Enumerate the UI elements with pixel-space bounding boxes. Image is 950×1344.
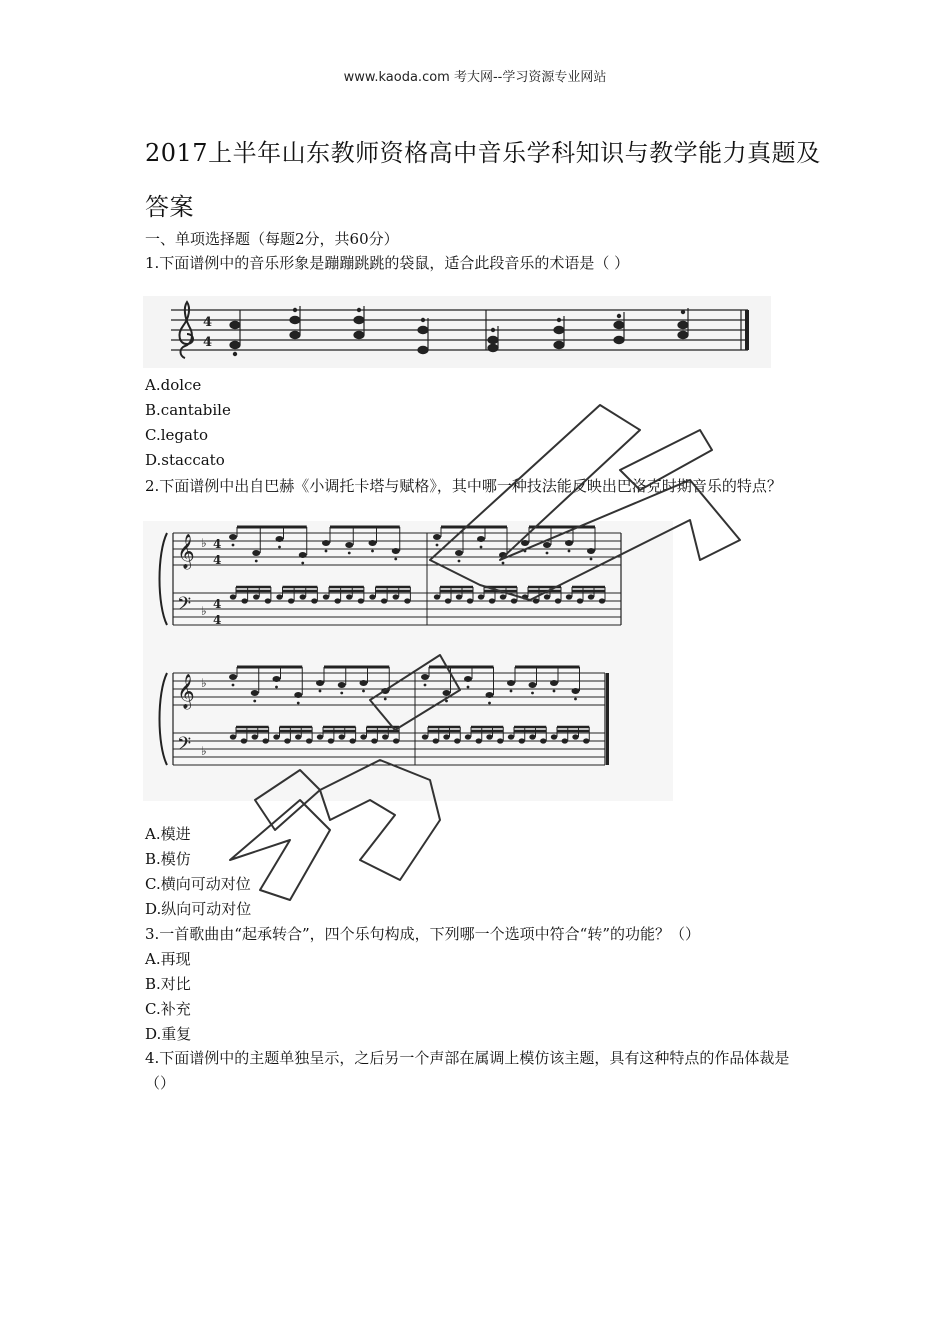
question-1-option-b: B.cantabile	[145, 401, 231, 419]
notehead	[316, 680, 324, 686]
document-title: 2017上半年山东教师资格高中音乐学科知识与教学能力真题及答案	[145, 139, 821, 221]
notehead	[229, 534, 237, 540]
brace-icon	[160, 673, 168, 765]
notehead	[433, 534, 441, 540]
notehead	[550, 680, 558, 686]
notehead	[230, 594, 236, 599]
notehead	[433, 738, 439, 743]
staccato-dot	[458, 560, 461, 563]
notehead	[360, 734, 366, 739]
staccato-dot	[531, 692, 534, 695]
notehead	[486, 734, 492, 739]
question-1-option-d: D.staccato	[145, 451, 225, 469]
staccato-dot	[384, 698, 387, 701]
staccato-dot	[394, 558, 397, 561]
question-1-stem: 1.下面谱例中的音乐形象是蹦蹦跳跳的袋鼠，适合此段音乐的术语是（ ）	[145, 254, 630, 272]
staccato-dot	[424, 684, 427, 687]
notehead	[284, 738, 290, 743]
notehead	[572, 688, 580, 694]
staccato-dot	[502, 562, 505, 565]
flat-icon: ♭	[201, 676, 207, 690]
treble-clef-icon: 𝄞	[177, 674, 195, 709]
notehead	[455, 550, 463, 556]
question-3-option-c: C.补充	[145, 1000, 191, 1018]
staccato-dot	[253, 700, 256, 703]
staccato-dot	[568, 550, 571, 553]
score-excerpt-1	[143, 296, 771, 368]
notehead	[454, 738, 460, 743]
question-3-option-d: D.重复	[145, 1025, 192, 1043]
notehead	[393, 594, 399, 599]
notehead	[276, 594, 282, 599]
notehead	[464, 676, 472, 682]
question-1-option-c: C.legato	[145, 426, 208, 444]
notehead	[253, 594, 259, 599]
notehead	[577, 598, 583, 603]
notehead	[273, 676, 281, 682]
notehead	[345, 542, 353, 548]
notehead	[499, 552, 507, 558]
notehead	[369, 540, 377, 546]
notehead	[265, 598, 271, 603]
notehead	[323, 594, 329, 599]
section-heading: 一、单项选择题（每题2分，共60分）	[145, 230, 399, 248]
notehead	[382, 734, 388, 739]
notehead	[262, 738, 268, 743]
question-3-stem: 3.一首歌曲由“起承转合”，四个乐句构成，下列哪一个选项中符合“转”的功能？（）	[145, 925, 700, 943]
notehead	[544, 594, 550, 599]
page-header: www.kaoda.com 考大网--学习资源专业网站	[343, 70, 607, 85]
treble-clef-icon: 𝄞	[177, 534, 195, 569]
score-excerpt-2	[143, 521, 673, 801]
notehead	[477, 536, 485, 542]
staccato-dot	[325, 550, 328, 553]
notehead	[230, 734, 236, 739]
notehead	[588, 594, 594, 599]
staccato-dot	[574, 698, 577, 701]
question-2-option-d: D.纵向可动对位	[145, 900, 252, 918]
notehead	[422, 734, 428, 739]
flat-icon: ♭	[201, 604, 207, 618]
staccato-dot	[436, 544, 439, 547]
notehead	[543, 542, 551, 548]
notehead	[456, 594, 462, 599]
notehead	[533, 598, 539, 603]
question-2-option-a: A.模进	[145, 825, 191, 843]
staccato-dot	[232, 684, 235, 687]
question-4-stem: 4.下面谱例中的主题单独呈示，之后另一个声部在属调上模仿该主题，具有这种特点的作品体裁是（）	[145, 1049, 790, 1092]
notehead	[551, 734, 557, 739]
notehead	[478, 594, 484, 599]
notehead	[599, 598, 605, 603]
notehead	[369, 594, 375, 599]
notehead	[583, 738, 589, 743]
notehead	[507, 680, 515, 686]
notehead	[328, 738, 334, 743]
notehead	[229, 674, 237, 680]
notehead	[465, 734, 471, 739]
bass-clef-icon: 𝄢	[177, 594, 192, 619]
time-signature-bottom: 4	[213, 613, 222, 627]
time-signature-top: 4	[203, 315, 213, 330]
notehead	[295, 734, 301, 739]
notehead	[358, 598, 364, 603]
staccato-dot	[590, 558, 593, 561]
notehead	[349, 738, 355, 743]
notehead	[521, 540, 529, 546]
notehead	[529, 682, 537, 688]
notehead	[322, 540, 330, 546]
notehead	[299, 552, 307, 558]
notehead	[288, 598, 294, 603]
question-3-option-b: B.对比	[145, 975, 191, 993]
notehead	[497, 738, 503, 743]
time-signature-top: 4	[213, 537, 222, 551]
notehead	[252, 734, 258, 739]
staccato-dot	[467, 686, 470, 689]
question-1-option-a: A.dolce	[145, 376, 202, 394]
time-signature-bottom: 4	[213, 553, 222, 567]
notehead	[476, 738, 482, 743]
notehead	[522, 594, 528, 599]
notehead	[486, 692, 494, 698]
staccato-dot	[371, 550, 374, 553]
notehead	[346, 594, 352, 599]
staccato-dot	[255, 560, 258, 563]
staccato-dot	[348, 552, 351, 555]
staccato-dot	[319, 690, 322, 693]
question-2-option-b: B.模仿	[145, 850, 191, 868]
notehead	[393, 738, 399, 743]
staccato-dot	[297, 702, 300, 705]
flat-icon: ♭	[201, 744, 207, 758]
notehead	[555, 598, 561, 603]
bass-clef-icon: 𝄢	[177, 734, 192, 759]
notehead	[251, 690, 259, 696]
notehead	[371, 738, 377, 743]
notehead	[381, 688, 389, 694]
notehead	[306, 738, 312, 743]
flat-icon: ♭	[201, 536, 207, 550]
staccato-dot	[232, 544, 235, 547]
notehead	[273, 734, 279, 739]
notehead	[300, 594, 306, 599]
notehead	[276, 536, 284, 542]
notehead	[252, 550, 260, 556]
notehead	[562, 738, 568, 743]
notehead	[443, 734, 449, 739]
notehead	[392, 548, 400, 554]
notehead	[489, 598, 495, 603]
brace-icon	[160, 533, 168, 625]
question-2-stem: 2.下面谱例中出自巴赫《小调托卡塔与赋格》，其中哪一种技法能反映出巴洛克时期音乐的特点？	[145, 477, 782, 495]
staccato-dot	[480, 546, 483, 549]
question-2-option-c: C.横向可动对位	[145, 875, 251, 893]
time-signature-bottom: 4	[203, 335, 213, 350]
notehead	[511, 598, 517, 603]
notehead	[565, 540, 573, 546]
time-signature-top: 4	[213, 597, 222, 611]
notehead	[572, 734, 578, 739]
notehead	[360, 680, 368, 686]
staccato-dot	[510, 690, 513, 693]
question-3-option-a: A.再现	[145, 950, 191, 968]
notehead	[467, 598, 473, 603]
notehead	[434, 594, 440, 599]
notehead	[587, 548, 595, 554]
notehead	[421, 674, 429, 680]
notehead	[443, 690, 451, 696]
notehead	[540, 738, 546, 743]
notehead	[508, 734, 514, 739]
staccato-dot	[278, 546, 281, 549]
staccato-dot	[553, 690, 556, 693]
staccato-dot	[275, 686, 278, 689]
notehead	[381, 598, 387, 603]
staccato-dot	[445, 700, 448, 703]
notehead	[338, 682, 346, 688]
notehead	[529, 734, 535, 739]
notehead	[445, 598, 451, 603]
notehead	[404, 598, 410, 603]
notehead	[294, 692, 302, 698]
staccato-dot	[524, 550, 527, 553]
notehead	[334, 598, 340, 603]
staccato-dot	[546, 552, 549, 555]
staccato-dot	[301, 562, 304, 565]
notehead	[241, 738, 247, 743]
staccato-dot	[362, 690, 365, 693]
staccato-dot	[488, 702, 491, 705]
staccato-dot	[340, 692, 343, 695]
notehead	[566, 594, 572, 599]
notehead	[317, 734, 323, 739]
notehead	[241, 598, 247, 603]
notehead	[311, 598, 317, 603]
notehead	[500, 594, 506, 599]
notehead	[339, 734, 345, 739]
notehead	[519, 738, 525, 743]
